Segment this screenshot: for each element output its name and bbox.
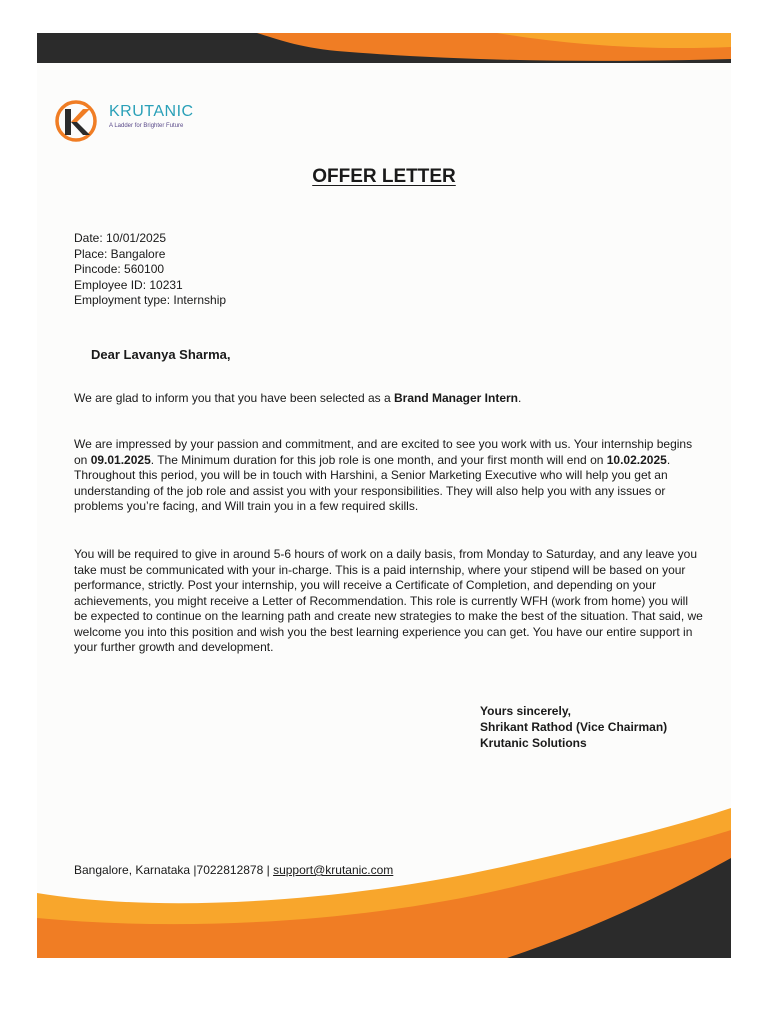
- signoff-closing: Yours sincerely,: [480, 704, 571, 718]
- footer-address: Bangalore, Karnataka |7022812878 |: [74, 863, 274, 877]
- logo-tagline: A Ladder for Brighter Future: [109, 123, 184, 129]
- letter-page: [37, 33, 731, 958]
- company-logo: [53, 99, 213, 143]
- meta-date: Date: 10/01/2025: [74, 231, 167, 245]
- footer-email-link[interactable]: support@krutanic.com: [273, 863, 394, 877]
- internship-text-1: We are impressed by your passion and commitment, and are excited to see you work with us. Your internship begins on: [74, 437, 693, 467]
- start-date: 09.01.2025: [90, 452, 151, 467]
- greeting: Dear Lavanya Sharma,: [91, 347, 231, 362]
- footer-band: [37, 808, 731, 958]
- selection-text: We are glad to inform you that you have been selected as a: [74, 391, 394, 405]
- selection-end: .: [518, 391, 522, 405]
- logo-name: KRUTANIC: [109, 103, 194, 120]
- internship-paragraph: [74, 437, 704, 515]
- meta-employment-type: Employment type: Internship: [74, 293, 227, 307]
- meta-place: Place: Bangalore: [74, 246, 166, 261]
- signoff-company: Krutanic Solutions: [480, 736, 587, 750]
- internship-text-2: . The Minimum duration for this job role is one month, and your first month will end on: [150, 452, 607, 467]
- end-date: 10.02.2025: [606, 452, 667, 467]
- internship-text-3: . Throughout this period, you will be in touch with Harshini, a Senior Marketing Executive who will help you get an understanding of the job role and assist you with your responsibilities. They will also help you with any issues or problems you’re facing, and Will train you in a few required skills.: [74, 452, 671, 513]
- role-title: Brand Manager Intern: [393, 391, 519, 405]
- meta-pincode: Pincode: 560100: [74, 262, 165, 276]
- meta-employee-id: Employee ID: 10231: [74, 277, 183, 292]
- terms-paragraph: You will be required to give in around 5-6 hours of work on a daily basis, from Monday to Saturday, and any leave you take must be communicated with your in-charge. This is a paid internship, where your stipend will be based on your performance, strictly. Post your internship, you will receive a Certificate of Completion, and depending on your achievements, you might receive a Letter of Recommendation. This role is currently WFH (work from home) you will be expected to continue on the learning path and create new strategies to make the best of the situation. That said, we welcome you into this position and wish you the best learning experience you can get. You have our entire support in your further growth and development.: [74, 547, 703, 654]
- letter-title: OFFER LETTER: [312, 166, 456, 187]
- signoff: [480, 703, 667, 751]
- letter-meta: [74, 231, 226, 309]
- selection-paragraph: [74, 391, 704, 407]
- krutanic-logo-icon: [53, 99, 103, 143]
- signoff-signatory: Shrikant Rathod (Vice Chairman): [480, 720, 668, 734]
- header-band: [37, 33, 731, 63]
